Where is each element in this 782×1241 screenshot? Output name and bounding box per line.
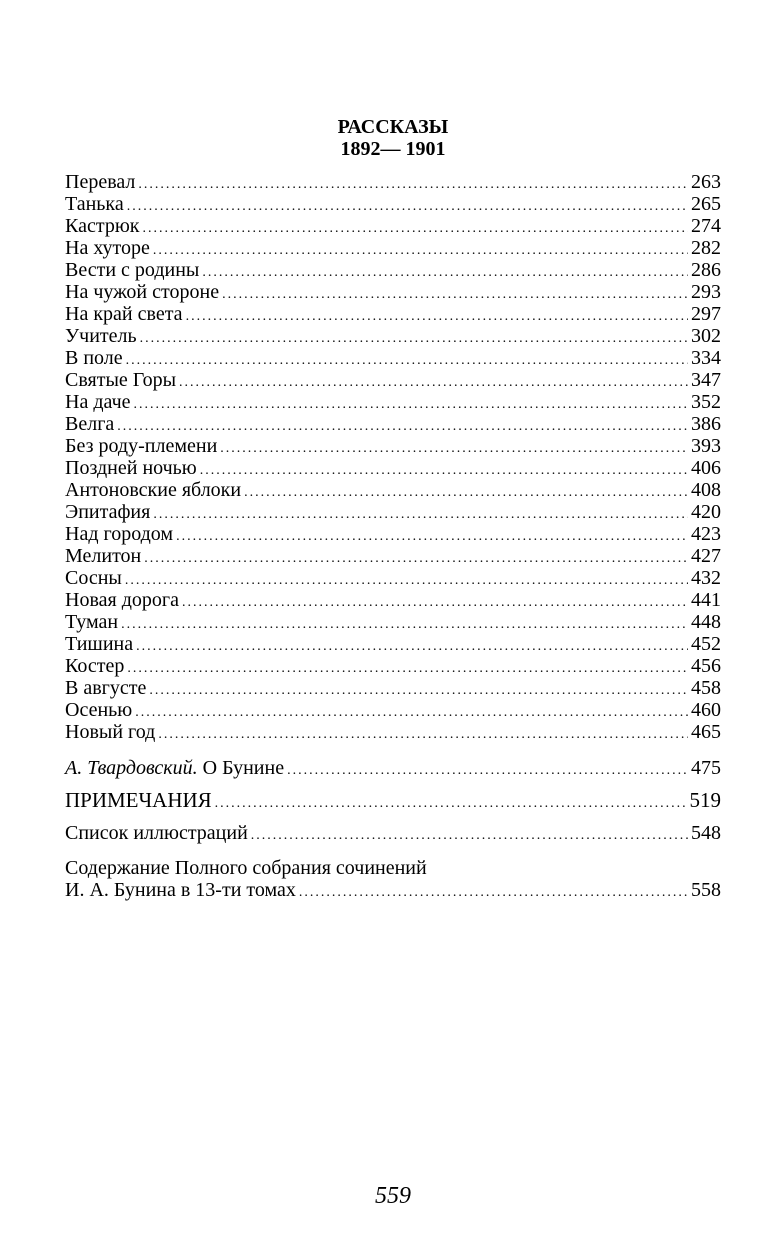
- dot-leader: [153, 504, 688, 526]
- entry-title: В августе: [65, 677, 147, 699]
- dot-leader: [134, 394, 688, 416]
- page-number: 432: [691, 567, 721, 589]
- contents-title-line1: Содержание Полного собрания сочинений: [65, 857, 427, 879]
- dot-leader: [127, 658, 688, 680]
- entry-title: Осенью: [65, 699, 133, 721]
- contents-title-line2: И. А. Бунина в 13-ти томах: [65, 879, 296, 901]
- entry-title: Новая дорога: [65, 589, 179, 611]
- page-number: 456: [691, 655, 721, 677]
- toc-entry: [65, 457, 721, 479]
- entry-title: Эпитафия: [65, 501, 151, 523]
- toc-entry: [65, 259, 721, 281]
- page-number: 352: [691, 391, 721, 413]
- page-number: 393: [691, 435, 721, 457]
- entry-title: Антоновские яблоки: [65, 479, 242, 501]
- page-number: 448: [691, 611, 721, 633]
- page-number: 293: [691, 281, 721, 303]
- toc-entry: [65, 369, 721, 391]
- entry-title: Без роду-племени: [65, 435, 218, 457]
- entry-title: Перевал: [65, 171, 136, 193]
- toc-entry-notes: [65, 789, 721, 811]
- toc-entry: [65, 303, 721, 325]
- dot-leader: [135, 702, 688, 724]
- page-number: 386: [691, 413, 721, 435]
- dot-leader: [144, 548, 688, 570]
- dot-leader: [222, 284, 688, 306]
- page-number: 408: [691, 479, 721, 501]
- entry-title: На даче: [65, 391, 131, 413]
- dot-leader: [121, 614, 688, 636]
- toc-entry: [65, 699, 721, 721]
- dot-leader: [220, 438, 688, 460]
- page-number: 519: [689, 788, 721, 812]
- dot-leader: [186, 306, 688, 328]
- dot-leader: [287, 760, 688, 782]
- page-number: 441: [691, 589, 721, 611]
- toc-entry: [65, 611, 721, 633]
- page-number: 334: [691, 347, 721, 369]
- dot-leader: [215, 793, 687, 815]
- dot-leader: [179, 372, 688, 394]
- toc-entry: [65, 413, 721, 435]
- page-number: 286: [691, 259, 721, 281]
- dot-leader: [202, 262, 688, 284]
- entry-title: Новый год: [65, 721, 156, 743]
- page-number: 265: [691, 193, 721, 215]
- dot-leader: [126, 350, 688, 372]
- page-number: 263: [691, 171, 721, 193]
- dot-leader: [138, 174, 688, 196]
- entry-title: Святые Горы: [65, 369, 177, 391]
- toc-entry: [65, 589, 721, 611]
- page-number: 423: [691, 523, 721, 545]
- dot-leader: [153, 240, 688, 262]
- entry-title: Над городом: [65, 523, 174, 545]
- section-years: 1892— 1901: [340, 138, 446, 160]
- entry-title: Мелитон: [65, 545, 142, 567]
- page-number: 460: [691, 699, 721, 721]
- entry-title: Сосны: [65, 567, 122, 589]
- entry-title: Тишина: [65, 633, 134, 655]
- section-title: РАССКАЗЫ: [337, 116, 449, 138]
- entry-title: На край света: [65, 303, 183, 325]
- dot-leader: [149, 680, 688, 702]
- dot-leader: [176, 526, 688, 548]
- toc-entry: [65, 523, 721, 545]
- toc-entry: [65, 193, 721, 215]
- toc-entry-illustrations: [65, 822, 721, 844]
- page-number: 548: [691, 822, 721, 844]
- page-number: 458: [691, 677, 721, 699]
- toc-entry: [65, 721, 721, 743]
- entry-title: На хуторе: [65, 237, 150, 259]
- dot-leader: [158, 724, 688, 746]
- toc-entry: [65, 391, 721, 413]
- entry-title: В поле: [65, 347, 123, 369]
- entry-title: Велга: [65, 413, 115, 435]
- toc-entry: [65, 567, 721, 589]
- toc-entry: [65, 501, 721, 523]
- toc-entry-essay: [65, 757, 721, 779]
- entry-title: Танька: [65, 193, 124, 215]
- entry-title: Кастрюк: [65, 215, 140, 237]
- page-number: 452: [691, 633, 721, 655]
- dot-leader: [200, 460, 688, 482]
- dot-leader: [142, 218, 688, 240]
- toc-entry: [65, 677, 721, 699]
- page-number: 406: [691, 457, 721, 479]
- toc-entry: [65, 171, 721, 193]
- toc-entry: [65, 435, 721, 457]
- essay-title: О Бунине: [202, 757, 285, 779]
- page-number: 282: [691, 237, 721, 259]
- essay-author: А. Твардовский.: [65, 757, 198, 779]
- page-number: 420: [691, 501, 721, 523]
- page-number: 558: [691, 879, 721, 901]
- dot-leader: [251, 825, 688, 847]
- entry-title: Поздней ночью: [65, 457, 197, 479]
- page-number: 347: [691, 369, 721, 391]
- page-number: 274: [691, 215, 721, 237]
- dot-leader: [117, 416, 688, 438]
- page-number: 427: [691, 545, 721, 567]
- dot-leader: [140, 328, 688, 350]
- page-folio: 559: [375, 1183, 411, 1209]
- entry-title: На чужой стороне: [65, 281, 220, 303]
- toc-entry: [65, 237, 721, 259]
- toc-entry: [65, 215, 721, 237]
- entry-title: Учитель: [65, 325, 137, 347]
- entry-title: Костер: [65, 655, 125, 677]
- dot-leader: [299, 882, 688, 904]
- illustrations-title: Список иллюстраций: [65, 822, 248, 844]
- page-number: 465: [691, 721, 721, 743]
- dot-leader: [244, 482, 688, 504]
- dot-leader: [125, 570, 688, 592]
- toc-entry-contents: [65, 857, 721, 901]
- toc-entry: [65, 633, 721, 655]
- toc-entry: [65, 347, 721, 369]
- toc-entry: [65, 479, 721, 501]
- page-number: 297: [691, 303, 721, 325]
- dot-leader: [127, 196, 688, 218]
- toc-list: [65, 171, 721, 743]
- toc-entry: [65, 655, 721, 677]
- entry-title: Вести с родины: [65, 259, 200, 281]
- page-number: 475: [691, 757, 721, 779]
- entry-title: Туман: [65, 611, 119, 633]
- notes-title: ПРИМЕЧАНИЯ: [65, 788, 212, 812]
- dot-leader: [136, 636, 688, 658]
- toc-entry: [65, 325, 721, 347]
- dot-leader: [182, 592, 688, 614]
- toc-entry: [65, 545, 721, 567]
- page-number: 302: [691, 325, 721, 347]
- section-heading: [65, 116, 721, 160]
- toc-entry: [65, 281, 721, 303]
